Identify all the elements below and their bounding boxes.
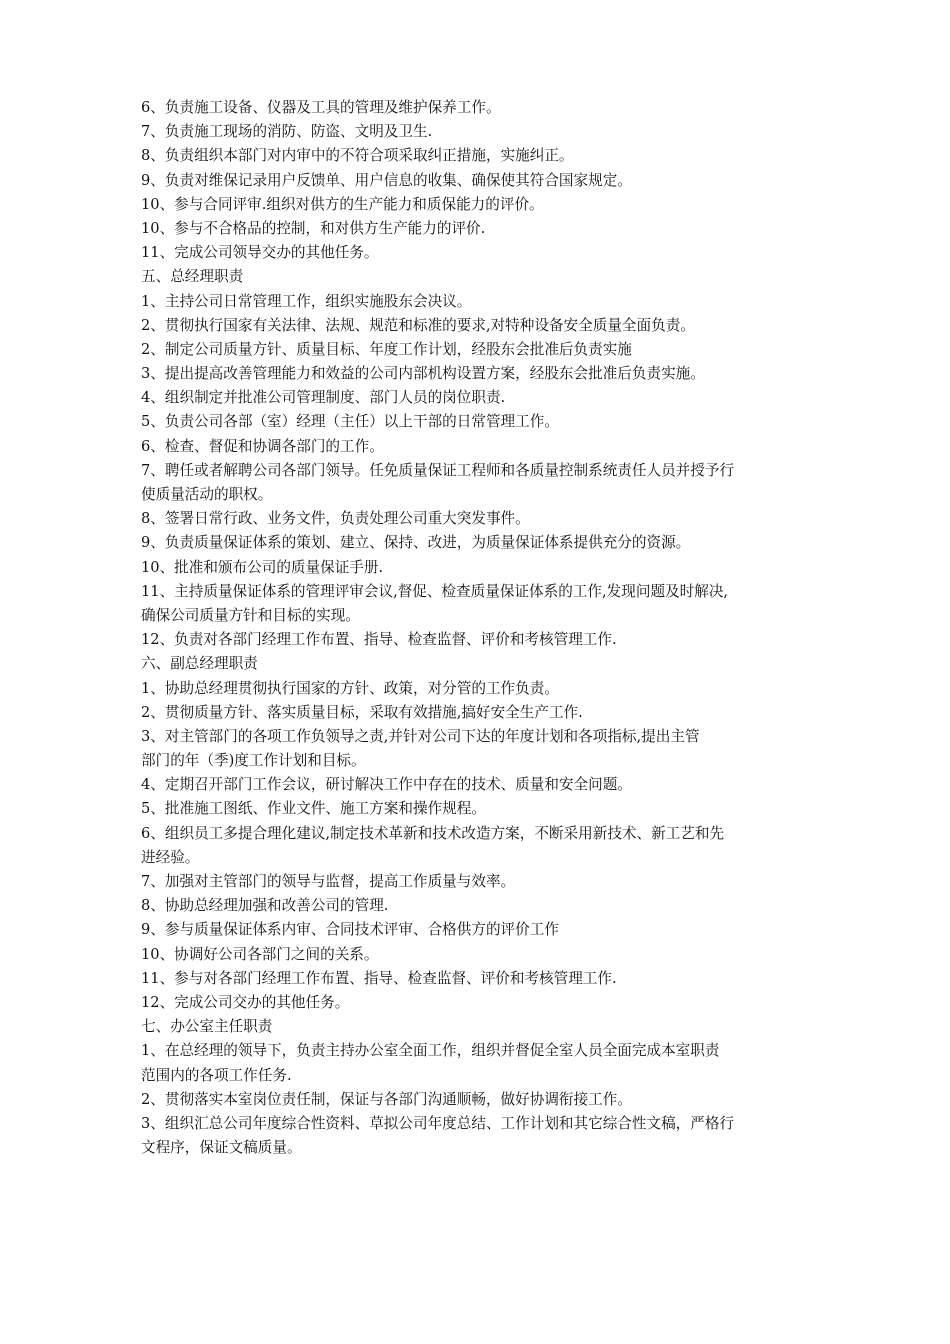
text-line: 7、加强对主管部门的领导与监督，提高工作质量与效率。	[141, 873, 516, 890]
text-line: 7、负责施工现场的消防、防盗、文明及卫生.	[141, 123, 433, 141]
text-line: 1、主持公司日常管理工作，组织实施股东会决议。	[141, 292, 472, 310]
text-line: 11、完成公司领导交办的其他任务。	[141, 244, 379, 262]
text-line: 七、办公室主任职责	[141, 1018, 273, 1036]
text-line: 6、负责施工设备、仪器及工具的管理及维护保养工作。	[141, 99, 501, 116]
text-line: 9、参与质量保证体系内审、合同技术评审、合格供方的评价工作	[141, 921, 559, 939]
text-line: 范围内的各项工作任务.	[141, 1066, 292, 1084]
text-line: 12、负责对各部门经理工作布置、指导、检查监督、评价和考核管理工作.	[141, 631, 617, 649]
text-line: 8、协助总经理加强和改善公司的管理.	[141, 897, 389, 915]
text-line: 6、检查、督促和协调各部门的工作。	[141, 437, 384, 455]
text-line: 7、聘任或者解聘公司各部门领导。任免质量保证工程师和各质量控制系统责任人员并授予行	[141, 461, 735, 479]
text-line: 9、负责质量保证体系的策划、建立、保持、改进，为质量保证体系提供充分的资源。	[141, 534, 691, 552]
text-line: 11、参与对各部门经理工作布置、指导、检查监督、评价和考核管理工作.	[141, 969, 617, 987]
text-line: 5、负责公司各部（室）经理（主任）以上干部的日常管理工作。	[141, 413, 559, 431]
text-line: 2、贯彻质量方针、落实质量目标，采取有效措施,搞好安全生产工作.	[141, 703, 583, 721]
text-line: 4、组织制定并批准公司管理制度、部门人员的岗位职责.	[141, 389, 506, 407]
text-line: 2、制定公司质量方针、质量目标、年度工作计划，经股东会批准后负责实施	[141, 340, 632, 358]
text-line: 10、参与不合格品的控制，和对供方生产能力的评价.	[141, 219, 486, 237]
text-line: 3、对主管部门的各项工作负领导之责,并针对公司下达的年度计划和各项指标,提出主管	[141, 727, 700, 745]
text-line: 11、主持质量保证体系的管理评审会议,督促、检查质量保证体系的工作,发现问题及时解决,	[141, 582, 729, 600]
text-line: 10、参与合同评审.组织对供方的生产能力和质保能力的评价。	[141, 195, 544, 213]
text-line: 6、组织员工多提合理化建议,制定技术革新和技术改造方案，不断采用新技术、新工艺和先	[141, 824, 725, 842]
text-line: 1、在总经理的领导下，负责主持办公室全面工作，组织并督促全室人员全面完成本室职责	[141, 1042, 720, 1060]
text-line: 3、组织汇总公司年度综合性资料、草拟公司年度总结、工作计划和其它综合性文稿，严格行	[141, 1114, 735, 1132]
text-line: 10、批准和颁布公司的质量保证手册.	[141, 558, 384, 576]
text-line: 2、贯彻执行国家有关法律、法规、规范和标准的要求,对特种设备安全质量全面负责。	[141, 316, 695, 334]
text-line: 10、协调好公司各部门之间的关系。	[141, 945, 379, 963]
text-line: 确保公司质量方针和目标的实现。	[141, 606, 360, 624]
text-line: 进经验。	[141, 848, 200, 866]
text-line: 8、负责组织本部门对内审中的不符合项采取纠正措施，实施纠正。	[141, 147, 574, 165]
text-line: 五、总经理职责	[141, 268, 244, 286]
text-line: 使质量活动的职权。	[141, 486, 273, 503]
text-line: 8、签署日常行政、业务文件，负责处理公司重大突发事件。	[141, 510, 530, 528]
text-line: 1、协助总经理贯彻执行国家的方针、政策，对分管的工作负责。	[141, 679, 559, 697]
text-line: 3、提出提高改善管理能力和效益的公司内部机构设置方案，经股东会批准后负责实施。	[141, 365, 705, 383]
text-line: 文程序，保证文稿质量。	[141, 1139, 302, 1157]
text-line: 5、批准施工图纸、作业文件、施工方案和操作规程。	[141, 800, 486, 818]
text-line: 12、完成公司交办的其他任务。	[141, 993, 350, 1011]
text-line: 部门的年（季)度工作计划和目标。	[141, 752, 366, 770]
document-body	[141, 96, 817, 1160]
text-line: 六、副总经理职责	[141, 655, 258, 673]
text-line: 2、贯彻落实本室岗位责任制，保证与各部门沟通顺畅，做好协调衔接工作。	[141, 1090, 632, 1108]
text-line: 4、定期召开部门工作会议，研讨解决工作中存在的技术、质量和安全问题。	[141, 776, 632, 794]
text-line: 9、负责对维保记录用户反馈单、用户信息的收集、确保使其符合国家规定。	[141, 171, 632, 189]
